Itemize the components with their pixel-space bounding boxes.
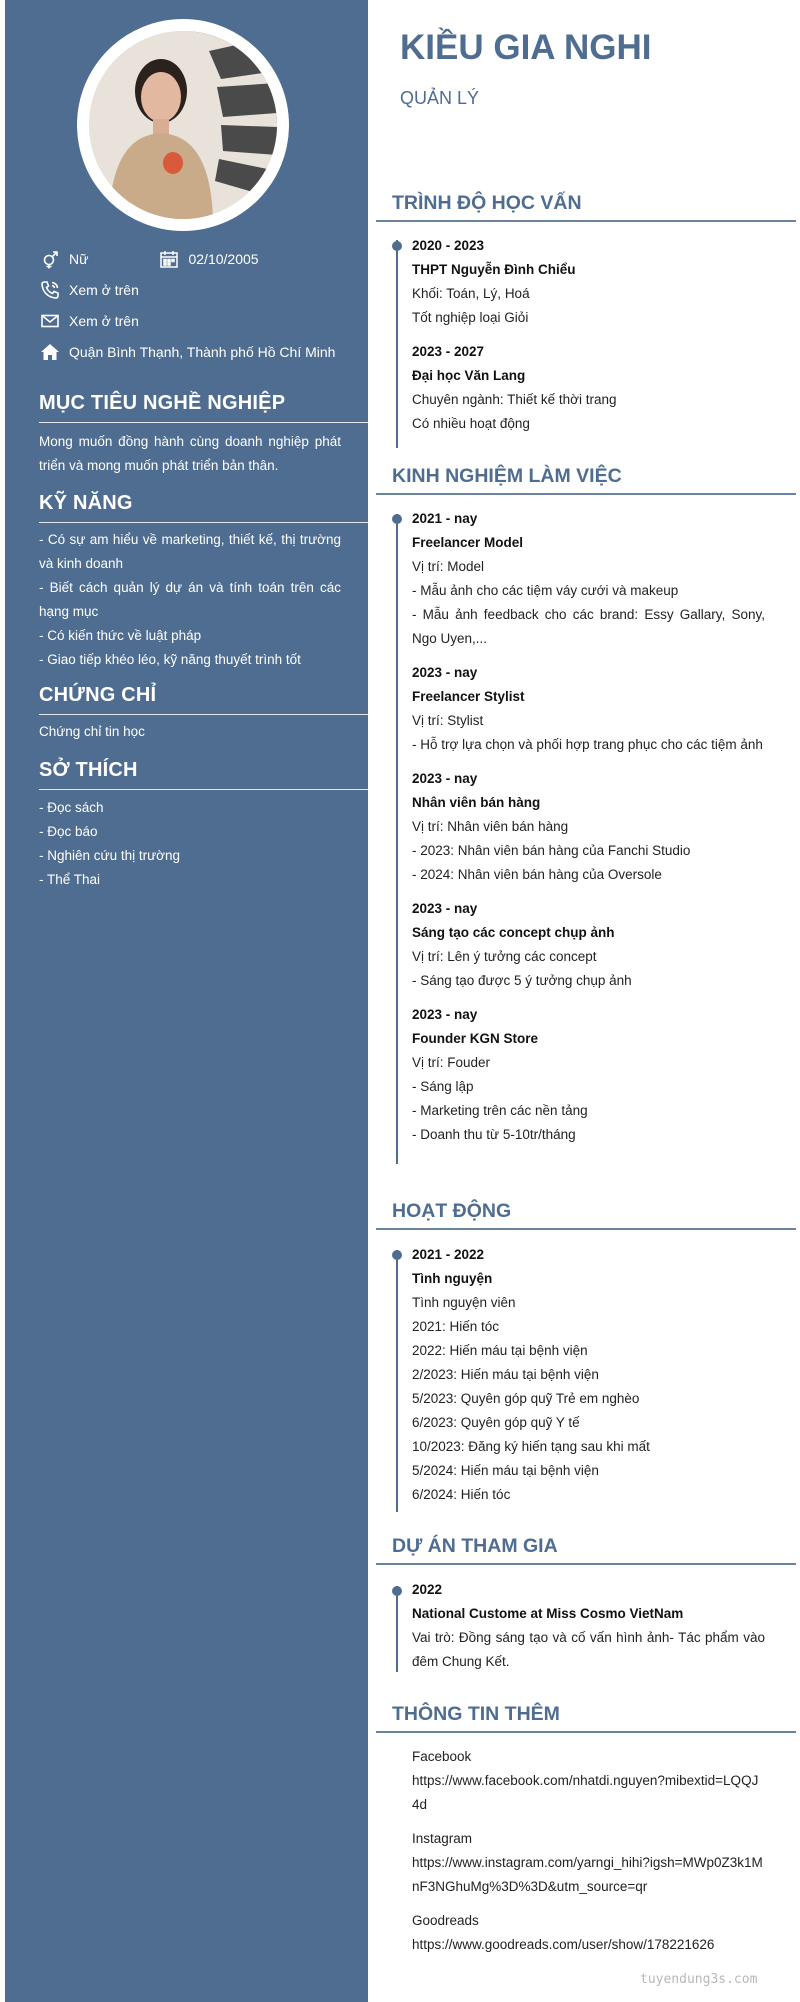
phone-item [39,280,139,300]
certificate-item: Chứng chỉ tin học [39,724,145,739]
gender-value: Nữ [69,250,89,267]
entry-line: Vai trò: Đồng sáng tạo và cố vấn hình ảnh- Tác phẩm vào đêm Chung Kết. [412,1630,765,1669]
entry-line: 5/2024: Hiến máu tại bệnh viện [412,1463,599,1478]
entry-line: - 2023: Nhân viên bán hàng của Fanchi Studio [412,843,691,858]
activities-divider [376,1228,796,1230]
entry-org: National Custome at Miss Cosmo VietNam [412,1606,684,1621]
hobby-item: - Thể Thai [39,872,101,887]
goodreads-link[interactable]: https://www.goodreads.com/user/show/178221626 [412,1937,715,1952]
timeline-dot [392,1250,402,1260]
projects-timeline [396,1586,398,1672]
entry-line: Có nhiều hoạt động [412,416,530,431]
hobby-item: - Đọc báo [39,824,98,839]
entry-org: Sáng tạo các concept chụp ảnh [412,925,615,940]
gender-icon [39,249,61,269]
entry-years: 2021 - nay [412,511,478,526]
hobby-item: - Nghiên cứu thị trường [39,848,180,863]
education-list [412,234,765,436]
entry-org: Tình nguyện [412,1271,493,1286]
entry-line: 5/2023: Quyên góp quỹ Trẻ em nghèo [412,1391,640,1406]
entry-line: - Sáng tạo được 5 ý tưởng chụp ảnh [412,973,632,988]
sidebar [5,0,368,2002]
gender-item [39,249,88,269]
email-value: Xem ở trên [69,312,139,329]
entry-line: - Sáng lập [412,1079,474,1094]
entry-line: Tốt nghiệp loại Giỏi [412,310,529,325]
education-divider [376,220,796,222]
link-label: Goodreads [412,1913,479,1928]
link-label: Facebook [412,1749,472,1764]
entry-years: 2020 - 2023 [412,238,485,253]
avatar [89,31,277,219]
skill-item: - Biết cách quản lý dự án và tính toán trên các hạng mục [39,580,341,619]
facebook-link[interactable]: https://www.facebook.com/nhatdi.nguyen?mibextid=LQQJ4d [412,1773,759,1812]
entry-years: 2022 [412,1582,443,1597]
avatar-frame [77,19,289,231]
entry-line: Vị trí: Stylist [412,713,484,728]
entry-line: Khối: Toán, Lý, Hoá [412,286,530,301]
watermark: tuyendung3s.com [640,1972,758,1987]
phone-value: Xem ở trên [69,281,139,298]
skill-item: - Có kiến thức về luật pháp [39,628,202,643]
certificates-list [39,720,341,744]
entry-line: Chuyên ngành: Thiết kế thời trang [412,392,617,407]
skills-list [39,528,341,672]
entry-line: - Doanh thu từ 5-10tr/tháng [412,1127,576,1142]
entry-line: 6/2024: Hiến tóc [412,1487,511,1502]
mail-icon [39,311,61,331]
entry-line: Vị trí: Nhân viên bán hàng [412,819,569,834]
projects-title: DỰ ÁN THAM GIA [392,1535,558,1557]
entry-org: Freelancer Stylist [412,689,525,704]
skills-divider [39,522,368,523]
candidate-role: QUẢN LÝ [400,88,480,108]
objective-title: MỤC TIÊU NGHỀ NGHIỆP [39,392,286,414]
calendar-icon [158,249,180,269]
hobbies-divider [39,789,368,790]
timeline-dot [392,514,402,524]
contact-info [39,243,359,367]
experience-title: KINH NGHIỆM LÀM VIỆC [392,465,622,487]
instagram-link[interactable]: https://www.instagram.com/yarngi_hihi?igsh=MWp0Z3k1MnF3NGhuMg%3D%3D&utm_source=qr [412,1855,763,1894]
entry-org: Founder KGN Store [412,1031,539,1046]
skills-title: KỸ NĂNG [39,492,133,514]
entry-line: - Mẫu ảnh cho các tiệm váy cưới và makeup [412,583,679,598]
entry-line: 6/2023: Quyên góp quỹ Y tế [412,1415,580,1430]
activities-list [412,1243,765,1507]
experience-divider [376,493,796,495]
experience-list [412,507,765,1147]
skill-item: - Có sự am hiểu về marketing, thiết kế, thị trường và kinh doanh [39,532,341,571]
entry-line: 2/2023: Hiến máu tại bệnh viện [412,1367,599,1382]
entry-years: 2023 - nay [412,1007,478,1022]
extra-info-title: THÔNG TIN THÊM [392,1703,560,1725]
entry-org: THPT Nguyễn Đình Chiểu [412,262,576,277]
birthdate-item [158,249,258,269]
extra-info-list [412,1745,765,1957]
education-timeline [396,240,398,448]
hobbies-title: SỞ THÍCH [39,759,138,781]
objective-divider [39,422,368,423]
address-value: Quận Bình Thạnh, Thành phố Hồ Chí Minh [69,343,336,360]
education-title: TRÌNH ĐỘ HỌC VẤN [392,192,582,214]
entry-org: Freelancer Model [412,535,524,550]
extra-info-divider [376,1731,796,1733]
entry-line: Tình nguyện viên [412,1295,516,1310]
entry-org: Nhân viên bán hàng [412,795,541,810]
activities-title: HOẠT ĐỘNG [392,1200,512,1222]
projects-list [412,1578,765,1674]
candidate-name: KIỀU GIA NGHI [400,28,652,67]
entry-line: Vị trí: Lên ý tưởng các concept [412,949,597,964]
hobby-item: - Đọc sách [39,800,104,815]
timeline-dot [392,1586,402,1596]
entry-org: Đại học Văn Lang [412,368,526,383]
link-label: Instagram [412,1831,473,1846]
entry-line: - Hỗ trợ lựa chọn và phối hợp trang phục cho các tiệm ảnh [412,737,763,752]
entry-line: 2022: Hiến máu tại bệnh viện [412,1343,588,1358]
hobbies-list [39,796,341,892]
projects-divider [376,1563,796,1565]
objective-text: Mong muốn đồng hành cùng doanh nghiệp phát triển và mong muốn phát triển bản thân. [39,434,341,473]
entry-line: Vị trí: Model [412,559,485,574]
entry-line: - Mẫu ảnh feedback cho các brand: Essy Gallary, Sony, Ngo Uyen,... [412,607,765,646]
skill-item: - Giao tiếp khéo léo, kỹ năng thuyết trình tốt [39,652,301,667]
entry-line: Vị trí: Fouder [412,1055,491,1070]
avatar-image [89,31,277,219]
certificates-divider [39,714,368,715]
entry-line: - Marketing trên các nền tảng [412,1103,588,1118]
timeline-dot [392,241,402,251]
phone-icon [39,280,61,300]
experience-timeline [396,514,398,1164]
address-item [39,342,335,362]
entry-years: 2023 - nay [412,665,478,680]
entry-line: 2021: Hiến tóc [412,1319,500,1334]
entry-line: 10/2023: Đăng ký hiến tạng sau khi mất [412,1439,650,1454]
home-icon [39,342,61,362]
activities-timeline [396,1250,398,1512]
email-item [39,311,139,331]
birthdate-value: 02/10/2005 [188,250,259,267]
entry-years: 2021 - 2022 [412,1247,485,1262]
entry-years: 2023 - nay [412,901,478,916]
entry-line: - 2024: Nhân viên bán hàng của Oversole [412,867,662,882]
certificates-title: CHỨNG CHỈ [39,684,157,706]
entry-years: 2023 - 2027 [412,344,485,359]
entry-years: 2023 - nay [412,771,478,786]
